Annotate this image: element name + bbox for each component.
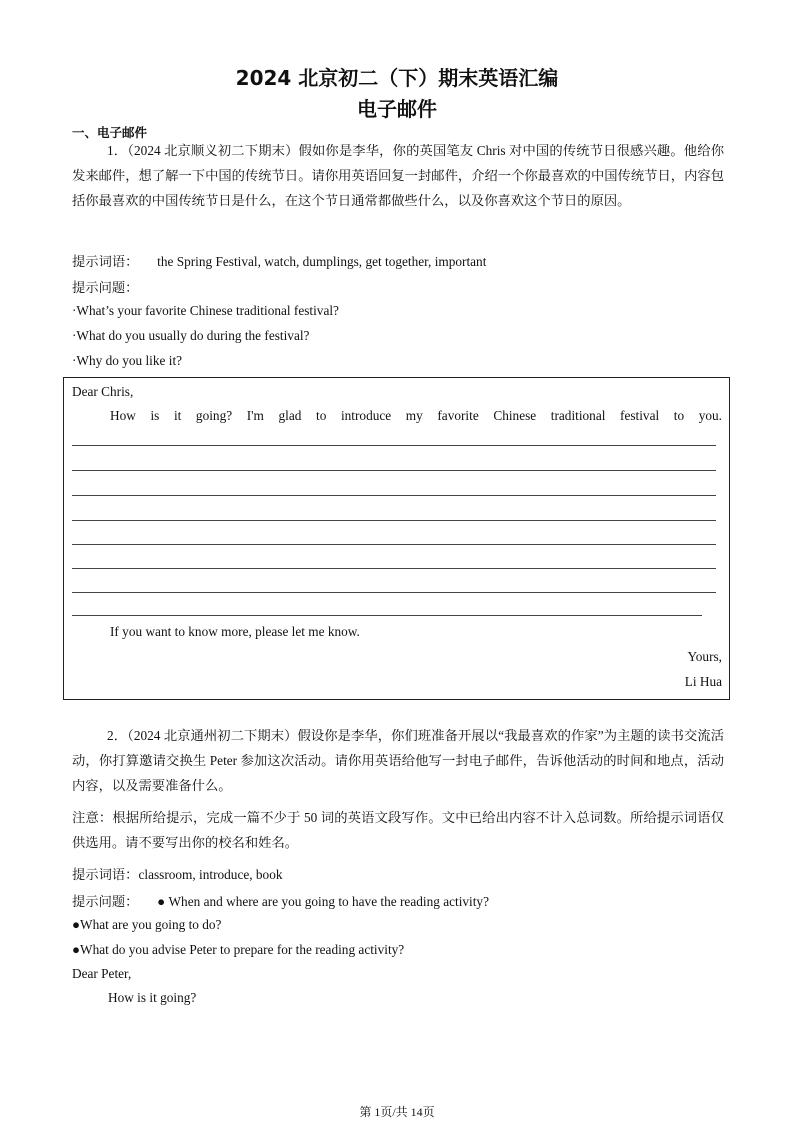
answer-line[interactable]: [72, 592, 716, 593]
q1-keywords: the Spring Festival, watch, dumplings, get together, important: [157, 254, 487, 269]
section-heading: 一、电子邮件: [72, 125, 148, 140]
q2-note: 注意：根据所给提示，完成一篇不少于 50 词的英语文段写作。文中已给出内容不计入总词数。所给提示词语仅供选用。请不要写出你的校名和姓名。: [72, 810, 724, 850]
answer-line[interactable]: [72, 470, 716, 471]
q2-questions-label: 提示问题：: [72, 894, 139, 909]
answer-line[interactable]: [72, 615, 702, 616]
answer-line[interactable]: [72, 495, 716, 496]
q1-prompt: 1．（2024 北京顺义初二下期末）假如你是李华，你的英国笔友 Chris 对中国的传统节日很感兴趣。他给你发来邮件，想了解一下中国的传统节日。请你用英语回复一封邮件，介绍一个你最喜欢的中国传统节日，内容包括你最喜欢的中国传统节日是什么，在这个节日通常都做些什么，以及你喜欢这个节日的原因。: [72, 143, 724, 208]
q1-question-2: ·What do you usually do during the festival?: [72, 328, 310, 343]
q2-questions-row: [72, 891, 489, 910]
q2-question-3: ●What do you advise Peter to prepare for the reading activity?: [72, 942, 405, 957]
q2-keywords: 提示词语：classroom, introduce, book: [72, 867, 283, 882]
answer-line[interactable]: [72, 544, 716, 545]
q1-letter-opening: How is it going? I'm glad to introduce my favorite Chinese traditional festival to you.: [110, 408, 722, 423]
page-subtitle: 电子邮件: [357, 97, 437, 121]
q1-answer-box: [63, 377, 730, 700]
q2-question-2: ●What are you going to do?: [72, 917, 222, 932]
q2-greeting: Dear Peter,: [72, 966, 132, 981]
q1-letter-signature: Li Hua: [684, 674, 722, 689]
q1-letter-greeting: Dear Chris,: [72, 384, 134, 399]
q1-question-3: ·Why do you like it?: [72, 353, 183, 368]
answer-line[interactable]: [72, 568, 716, 569]
answer-line[interactable]: [72, 520, 716, 521]
q2-question-1: ● When and where are you going to have the reading activity?: [157, 894, 489, 909]
q2-prompt: 2．（2024 北京通州初二下期末）假设你是李华，你们班准备开展以“我最喜欢的作家”为主题的读书交流活动，你打算邀请交换生 Peter 参加这次活动。请你用英语给他写一封电子邮件，告诉他活动的时间和地点，活动内容，以及需要准备什么。: [72, 728, 724, 793]
page-title: 2024 北京初二（下）期末英语汇编: [235, 66, 559, 90]
q1-question-1: ·What’s your favorite Chinese traditional festival?: [72, 303, 339, 318]
q1-questions-label: 提示问题：: [72, 280, 139, 295]
q1-letter-signoff: Yours,: [687, 649, 722, 664]
q1-letter-closing: If you want to know more, please let me know.: [110, 624, 360, 639]
q1-keywords-row: [72, 251, 486, 270]
page-footer: 第 1页/共 14页: [359, 1105, 435, 1119]
answer-line[interactable]: [72, 445, 716, 446]
q1-keywords-label: 提示词语：: [72, 254, 139, 269]
q2-opening: How is it going?: [108, 990, 197, 1005]
